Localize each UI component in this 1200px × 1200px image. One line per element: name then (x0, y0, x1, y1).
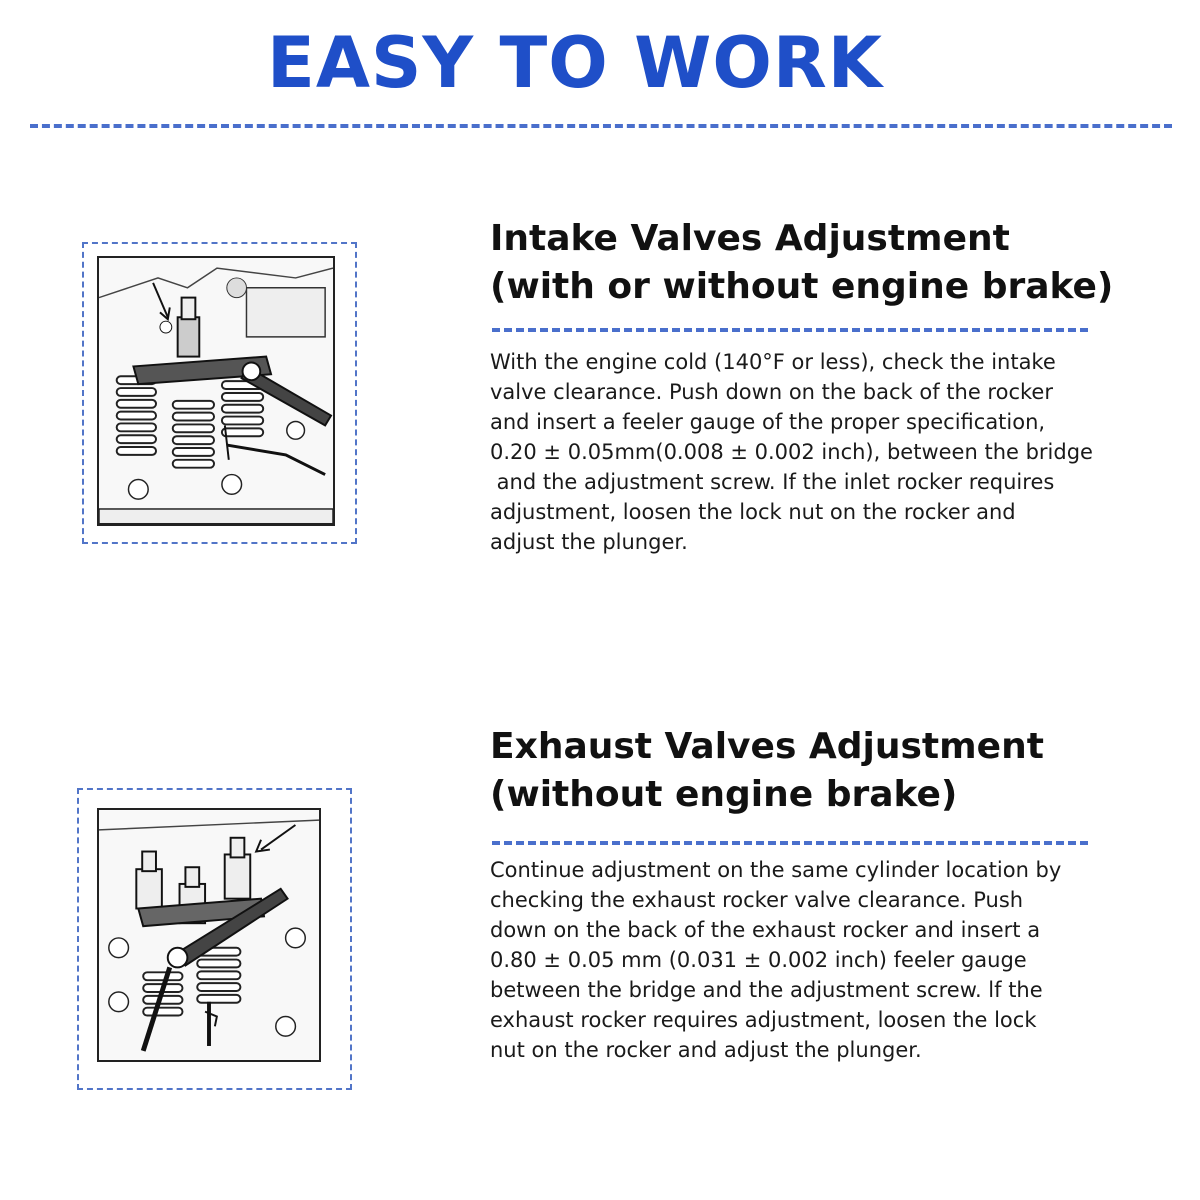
intake-line-5: and the adjustment screw. If the inlet rocker requires (490, 470, 1055, 494)
exhaust-instructions (490, 855, 1140, 1065)
exhaust-valve-illustration (97, 808, 321, 1062)
intake-line-6: adjustment, loosen the lock nut on the rocker and (490, 500, 1016, 524)
intake-line-7: adjust the plunger. (490, 530, 688, 554)
exhaust-heading (490, 723, 1170, 819)
intake-heading (490, 215, 1170, 311)
intake-heading-line-2: (with or without engine brake) (490, 266, 1114, 307)
exhaust-line-1: Continue adjustment on the same cylinder location by (490, 858, 1062, 882)
exhaust-line-4: 0.80 ± 0.05 mm (0.031 ± 0.002 inch) feeler gauge (490, 948, 1027, 972)
exhaust-heading-line-2: (without engine brake) (490, 774, 958, 815)
intake-valve-illustration (97, 256, 335, 526)
intake-instructions (490, 347, 1140, 557)
page-title: EASY TO WORK (267, 22, 883, 104)
exhaust-line-5: between the bridge and the adjustment screw. lf the (490, 978, 1043, 1002)
intake-heading-line-1: Intake Valves Adjustment (490, 218, 1010, 259)
intake-line-3: and insert a feeler gauge of the proper specification, (490, 410, 1046, 434)
intake-line-1: With the engine cold (140°F or less), check the intake (490, 350, 1056, 374)
exhaust-line-2: checking the exhaust rocker valve clearance. Push (490, 888, 1024, 912)
exhaust-line-3: down on the back of the exhaust rocker and insert a (490, 918, 1041, 942)
intake-line-4: 0.20 ± 0.05mm(0.008 ± 0.002 inch), between the bridge (490, 440, 1093, 464)
exhaust-line-6: exhaust rocker requires adjustment, loosen the lock (490, 1008, 1037, 1032)
exhaust-divider (492, 841, 1088, 845)
title-divider (30, 124, 1172, 128)
exhaust-line-7: nut on the rocker and adjust the plunger. (490, 1038, 922, 1062)
intake-line-2: valve clearance. Push down on the back of the rocker (490, 380, 1053, 404)
intake-divider (492, 328, 1088, 332)
exhaust-heading-line-1: Exhaust Valves Adjustment (490, 726, 1044, 767)
